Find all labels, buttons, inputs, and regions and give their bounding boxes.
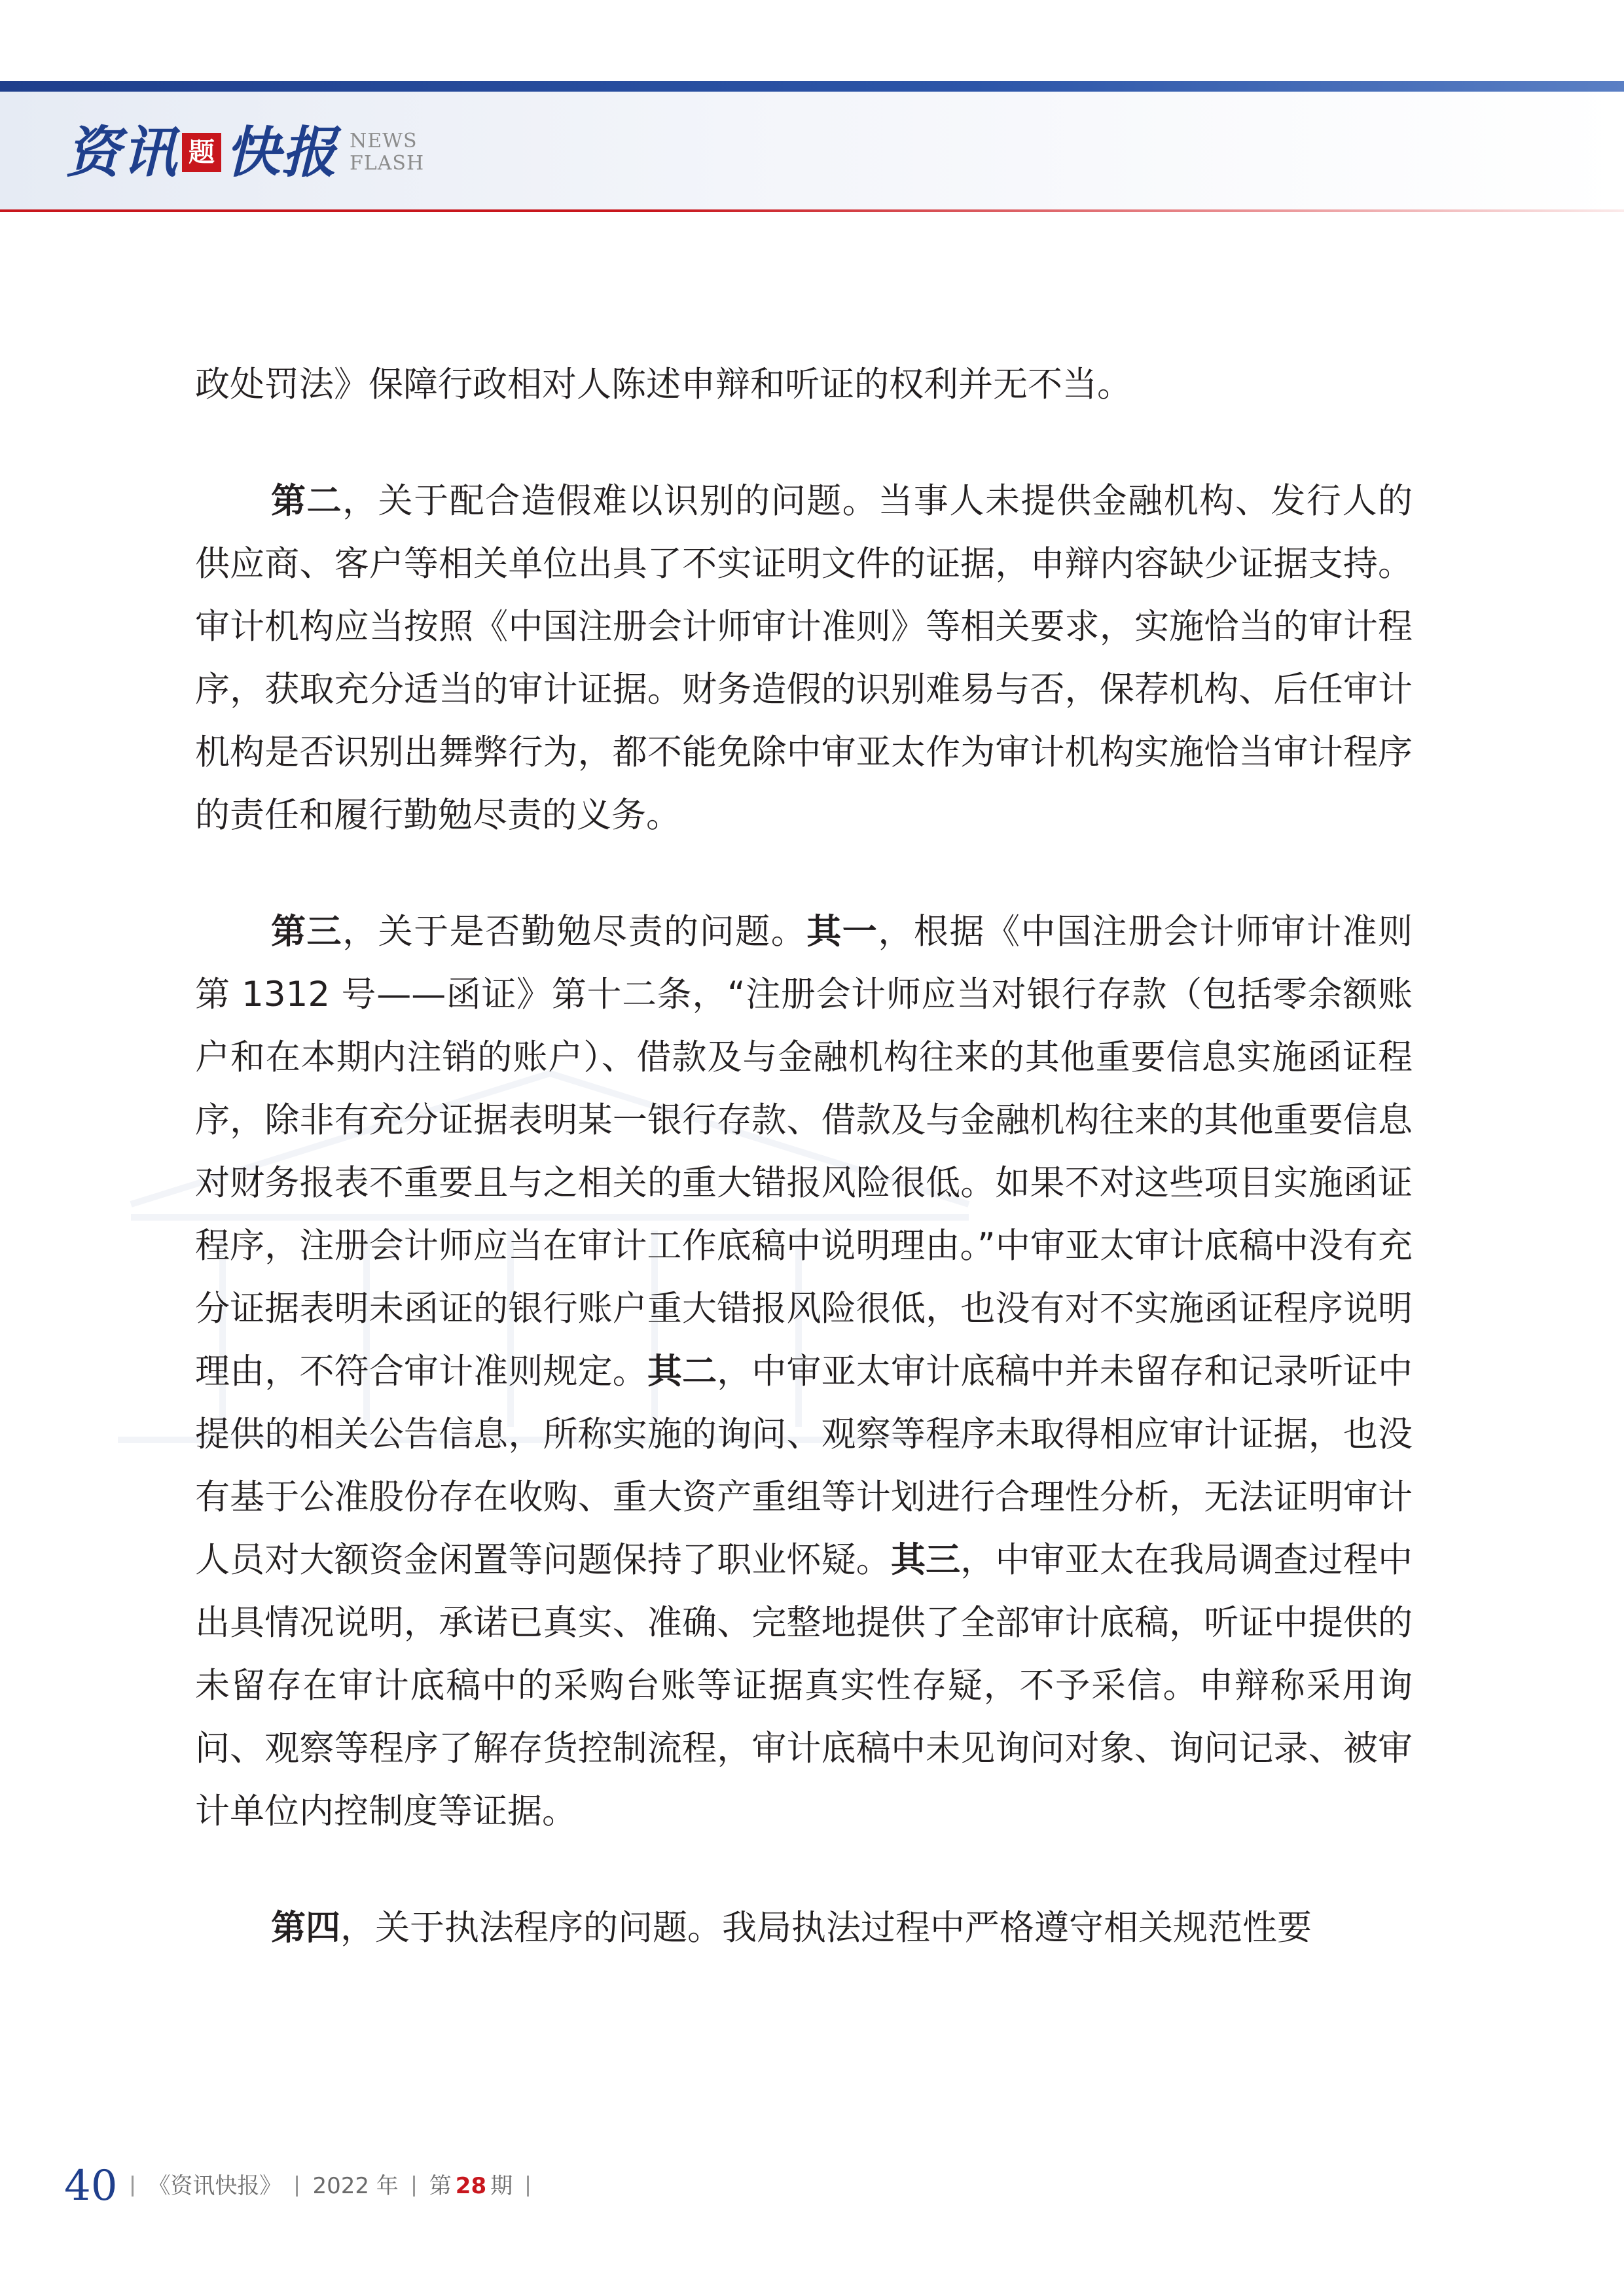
paragraph-second	[195, 470, 1413, 847]
masthead-logo	[65, 117, 424, 188]
paragraph-continuation: 政处罚法》保障行政相对人陈述申辩和听证的权利并无不当。	[195, 365, 1132, 404]
footer-divider	[296, 2176, 298, 2197]
paragraph-third	[195, 901, 1413, 1843]
paragraph-third-point-one: 其一	[806, 912, 878, 952]
paragraph-fourth-lead: 第四	[271, 1908, 340, 1948]
footer-issue-prefix: 第	[429, 2173, 452, 2199]
masthead-english-line2: FLASH	[350, 152, 425, 175]
masthead-english	[350, 130, 424, 175]
paragraph-third-lead: 第三	[271, 912, 343, 952]
masthead-seal-icon: 题	[182, 133, 221, 172]
paragraph-third-point-two: 其二	[647, 1352, 717, 1391]
paragraph-third-text-b: ，根据《中国注册会计师审计准则第 1312 号——函证》第十二条，“注册会计师应当对银行存款（包括零余额账户和在本期内注销的账户）、借款及与金融机构往来的其他重要信息实施函证程序，除非有充分证据表明某一银行存款、借款及与金融机构往来的其他重要信息对财务报表不重要且与之相关的重大错报风险很低。如果不对这些项目实施函证程序，注册会计师应当在审计工作底稿中说明理由。”中审亚太审计底稿中没有充分证据表明未函证的银行账户重大错报风险很低，也没有对不实施函证程序说明理由，不符合审计准则规定。	[195, 912, 1413, 1391]
masthead-title-right: 快报	[225, 120, 338, 185]
footer-publication: 《资讯快报》	[148, 2173, 282, 2199]
footer-issue-number: 28	[455, 2173, 487, 2199]
footer-divider	[132, 2176, 134, 2197]
header-bottom-rule	[0, 209, 1624, 212]
footer-divider	[527, 2176, 529, 2197]
footer-year: 2022 年	[312, 2173, 399, 2199]
paragraph-third-text-d: ，中审亚太在我局调查过程中出具情况说明，承诺已真实、准确、完整地提供了全部审计底稿，听证中提供的未留存在审计底稿中的采购台账等证据真实性存疑，不予采信。申辩称采用询问、观察等程序了解存货控制流程，审计底稿中未见询问对象、询问记录、被审计单位内控制度等证据。	[195, 1540, 1413, 1831]
paragraph-fourth	[195, 1897, 1413, 1960]
paragraph-third-text-a: ，关于是否勤勉尽责的问题。	[342, 912, 807, 952]
footer-divider	[413, 2176, 415, 2197]
paragraph-fourth-text: ，关于执法程序的问题。我局执法过程中严格遵守相关规范性要	[340, 1908, 1312, 1948]
footer-issue	[429, 2175, 513, 2197]
paragraph-second-lead: 第二	[271, 481, 343, 521]
masthead-title-left: 资讯	[65, 120, 179, 185]
masthead-english-line1: NEWS	[350, 130, 418, 152]
footer-issue-suffix: 期	[490, 2173, 513, 2199]
paragraph-third-point-three: 其三	[890, 1540, 961, 1580]
page-footer	[64, 2160, 543, 2212]
header-top-rule	[0, 81, 1624, 92]
article-body	[195, 353, 1413, 1960]
paragraph-second-text: ，关于配合造假难以识别的问题。当事人未提供金融机构、发行人的供应商、客户等相关单位出具了不实证明文件的证据，申辩内容缺少证据支持。审计机构应当按照《中国注册会计师审计准则》等相关要求，实施恰当的审计程序，获取充分适当的审计证据。财务造假的识别难易与否，保荐机构、后任审计机构是否识别出舞弊行为，都不能免除中审亚太作为审计机构实施恰当审计程序的责任和履行勤勉尽责的义务。	[195, 481, 1413, 835]
paragraph-third-text-c: ，中审亚太审计底稿中并未留存和记录听证中提供的相关公告信息，所称实施的询问、观察等程序未取得相应审计证据，也没有基于公准股份存在收购、重大资产重组等计划进行合理性分析，无法证明审计人员对大额资金闲置等问题保持了职业怀疑。	[195, 1352, 1413, 1580]
page-number: 40	[64, 2162, 118, 2210]
